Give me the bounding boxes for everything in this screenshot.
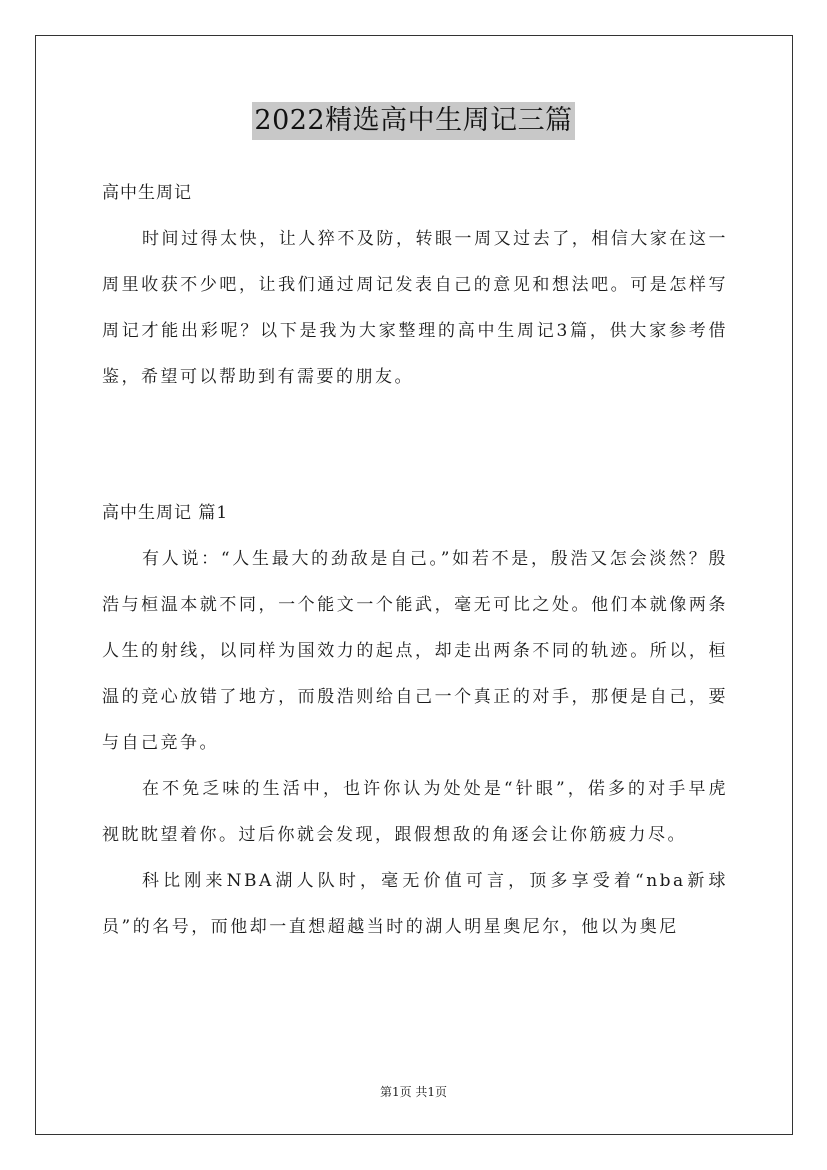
page-footer <box>0 1083 827 1100</box>
section1-paragraph: 有人说：“人生最大的劲敌是自己。”如若不是，殷浩又怎会淡然？殷浩与桓温本就不同，一个能文一个能武，毫无可比之处。他们本就像两条人生的射线，以同样为国效力的起点，却走出两条不同的轨迹。所以，桓温的竞心放错了地方，而殷浩则给自己一个真正的对手，那便是自己，要与自己竞争。 <box>102 549 728 753</box>
document-body <box>102 170 728 950</box>
document-title: 2022精选高中生周记三篇 <box>252 102 574 140</box>
section1-heading: 高中生周记 篇1 <box>102 503 229 523</box>
intro-heading: 高中生周记 <box>102 183 192 203</box>
section1-paragraph: 科比刚来NBA湖人队时，毫无价值可言，顶多享受着“nba新球员”的名号，而他却一直想超越当时的湖人明星奥尼尔，他以为奥尼 <box>102 871 728 937</box>
section-spacer <box>102 400 728 490</box>
intro-paragraph: 时间过得太快，让人猝不及防，转眼一周又过去了，相信大家在这一周里收获不少吧，让我们通过周记发表自己的意见和想法吧。可是怎样写周记才能出彩呢？以下是我为大家整理的高中生周记3篇，供大家参考借鉴，希望可以帮助到有需要的朋友。 <box>102 229 728 387</box>
section1-paragraph: 在不免乏味的生活中，也许你认为处处是“针眼”，偌多的对手早虎视眈眈望着你。过后你就会发现，跟假想敌的角逐会让你筋疲力尽。 <box>102 779 728 845</box>
page-number: 第1页 共1页 <box>379 1085 448 1099</box>
title-container <box>0 102 827 140</box>
